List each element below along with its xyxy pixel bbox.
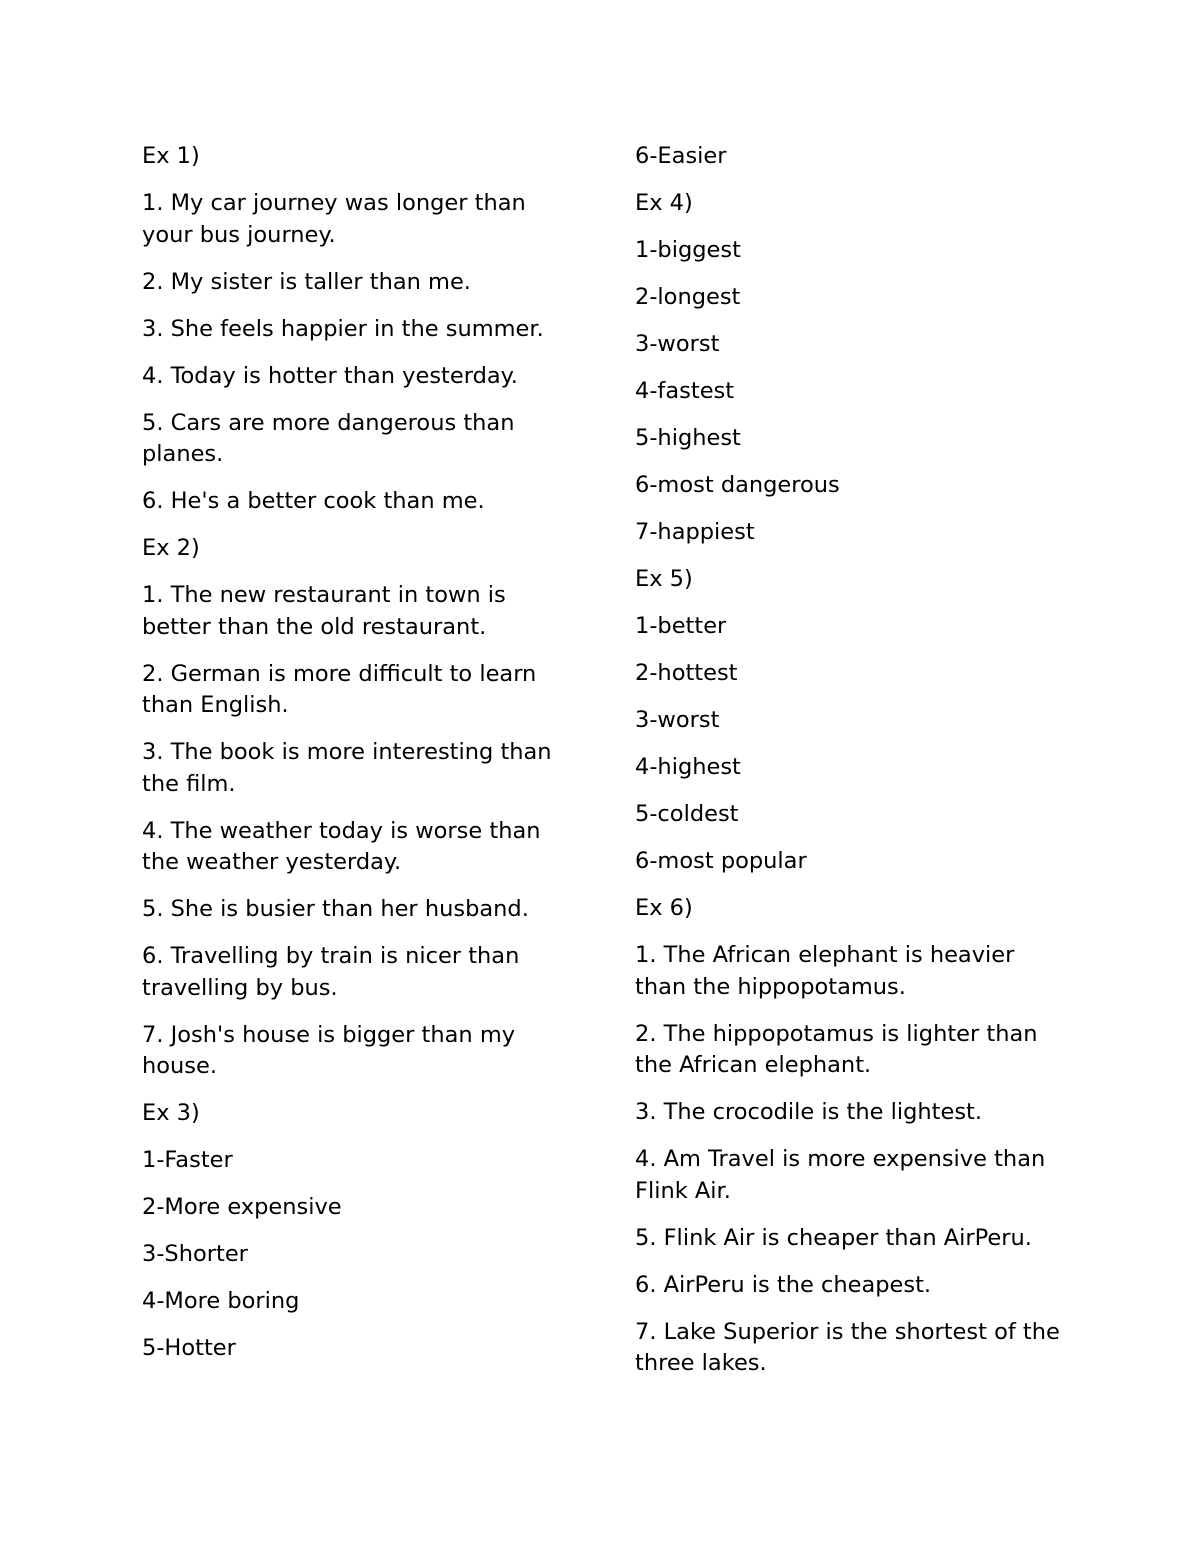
answer-line: 4. The weather today is worse than the weather yesterday. [142, 817, 541, 875]
answer-line: 3-worst [635, 331, 720, 357]
answer-line: 4-More boring [142, 1288, 300, 1314]
answer-line: 5. Cars are more dangerous than planes. [142, 409, 515, 467]
answer-line: 7-happiest [635, 519, 755, 545]
answer-line: 6-Easier [635, 143, 727, 169]
answer-line: 7. Josh's house is bigger than my house. [142, 1021, 516, 1079]
answer-line: 5-coldest [635, 801, 739, 827]
answer-line: 1-Faster [142, 1147, 233, 1173]
answer-line: 1. The African elephant is heavier than the hippopotamus. [635, 942, 1015, 1000]
answer-line: 6-most popular [635, 848, 807, 874]
answer-line: 2. The hippopotamus is lighter than the African elephant. [635, 1020, 1038, 1078]
answer-line: 3-Shorter [142, 1241, 248, 1267]
exercise-heading: Ex 6) [635, 895, 693, 921]
answer-line: 4-highest [635, 754, 741, 780]
answer-line: 4. Today is hotter than yesterday. [142, 362, 518, 389]
answer-line: 5-highest [635, 425, 741, 451]
answer-line: 6. Travelling by train is nicer than travelling by bus. [142, 943, 520, 1001]
answer-line: 3. She feels happier in the summer. [142, 315, 544, 342]
answer-line: 1-biggest [635, 237, 741, 263]
answer-line: 4. Am Travel is more expensive than Flink Air. [635, 1146, 1046, 1204]
answer-line: 4-fastest [635, 378, 735, 404]
answer-line: 5. Flink Air is cheaper than AirPeru. [635, 1224, 1032, 1251]
answer-line: 1-better [635, 613, 727, 639]
answer-line: 1. The new restaurant in town is better than the old restaurant. [142, 582, 506, 640]
answer-line: 2-hottest [635, 660, 738, 686]
exercise-heading: Ex 3) [142, 1100, 200, 1126]
answer-line: 6-most dangerous [635, 472, 840, 498]
answer-line: 7. Lake Superior is the shortest of the three lakes. [635, 1318, 1060, 1376]
exercise-heading: Ex 1) [142, 143, 200, 169]
answer-line: 6. He's a better cook than me. [142, 488, 485, 514]
answer-line: 3. The crocodile is the lightest. [635, 1099, 983, 1125]
answer-line: 3. The book is more interesting than the film. [142, 739, 552, 797]
answer-line: 1. My car journey was longer than your bus journey. [142, 190, 526, 248]
right-column [635, 141, 1065, 1395]
answer-line: 5-Hotter [142, 1335, 236, 1361]
exercise-heading: Ex 4) [635, 190, 693, 216]
exercise-heading: Ex 5) [635, 566, 693, 592]
answer-line: 3-worst [635, 707, 720, 733]
left-column [142, 141, 572, 1380]
exercise-heading: Ex 2) [142, 535, 200, 561]
answer-line: 2-longest [635, 284, 741, 310]
answer-line: 6. AirPeru is the cheapest. [635, 1271, 932, 1298]
answer-line: 2. My sister is taller than me. [142, 268, 471, 295]
answer-line: 2-More expensive [142, 1194, 342, 1220]
answer-line: 2. German is more difficult to learn than English. [142, 660, 537, 718]
answer-line: 5. She is busier than her husband. [142, 896, 529, 922]
